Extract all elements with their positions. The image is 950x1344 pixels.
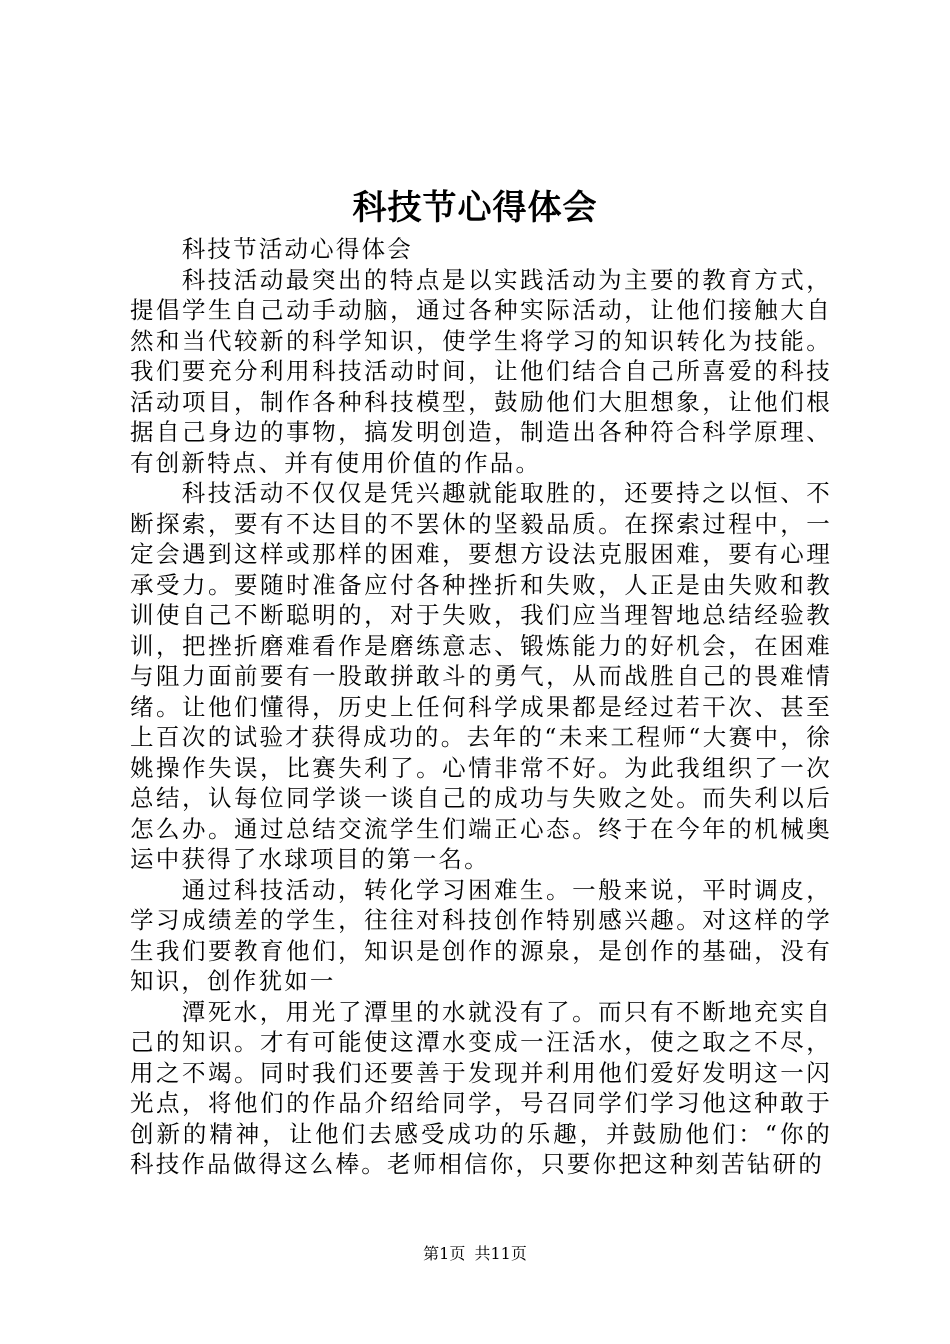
body-paragraph: 通过科技活动，转化学习困难生。一般来说，平时调皮，学习成绩差的学生，往往对科技创作特别感兴趣。对这样的学生我们要教育他们，知识是创作的源泉，是创作的基础，没有知识，创作犹如一	[130, 875, 832, 995]
body-paragraph: 潭死水，用光了潭里的水就没有了。而只有不断地充实自己的知识。才有可能使这潭水变成一汪活水，使之取之不尽，用之不竭。同时我们还要善于发现并利用他们爱好发明这一闪光点，将他们的作品介绍给同学，号召同学们学习他这种敢于创新的精神，让他们去感受成功的乐趣，并鼓励他们：“你的科技作品做得这么棒。老师相信你，只要你把这种刻苦钻研的	[130, 997, 832, 1178]
body-paragraph: 科技活动最突出的特点是以实践活动为主要的教育方式，提倡学生自己动手动脑，通过各种实际活动，让他们接触大自然和当代较新的科学知识，使学生将学习的知识转化为技能。我们要充分利用科技活动时间，让他们结合自己所喜爱的科技活动项目，制作各种科技模型，鼓励他们大胆想象，让他们根据自己身边的事物，搞发明创造，制造出各种符合科学原理、有创新特点、并有使用价值的作品。	[130, 265, 832, 477]
body-paragraph: 科技活动不仅仅是凭兴趣就能取胜的，还要持之以恒、不断探索，要有不达目的不罢休的坚毅品质。在探索过程中，一定会遇到这样或那样的困难，要想方设法克服困难，要有心理承受力。要随时准备应付各种挫折和失败，人正是由失败和教训使自己不断聪明的，对于失败，我们应当理智地总结经验教训，把挫折磨难看作是磨练意志、锻炼能力的好机会，在困难与阻力面前要有一股敢拼敢斗的勇气，从而战胜自己的畏难情绪。让他们懂得，历史上任何科学成果都是经过若干次、甚至上百次的试验才获得成功的。去年的“未来工程师“大赛中，徐姚操作失误，比赛失利了。心情非常不好。为此我组织了一次总结，认每位同学谈一谈自己的成功与失败之处。而失利以后怎么办。通过总结交流学生们端正心态。终于在今年的机械奥运中获得了水球项目的第一名。	[130, 479, 832, 873]
document-title: 科技节心得体会	[352, 188, 598, 228]
page-footer	[0, 1244, 950, 1264]
page-number: 第1页	[423, 1244, 466, 1263]
subtitle-paragraph: 科技节活动心得体会	[181, 235, 413, 263]
document-body	[130, 234, 832, 1180]
page-total: 共11页	[474, 1244, 527, 1263]
